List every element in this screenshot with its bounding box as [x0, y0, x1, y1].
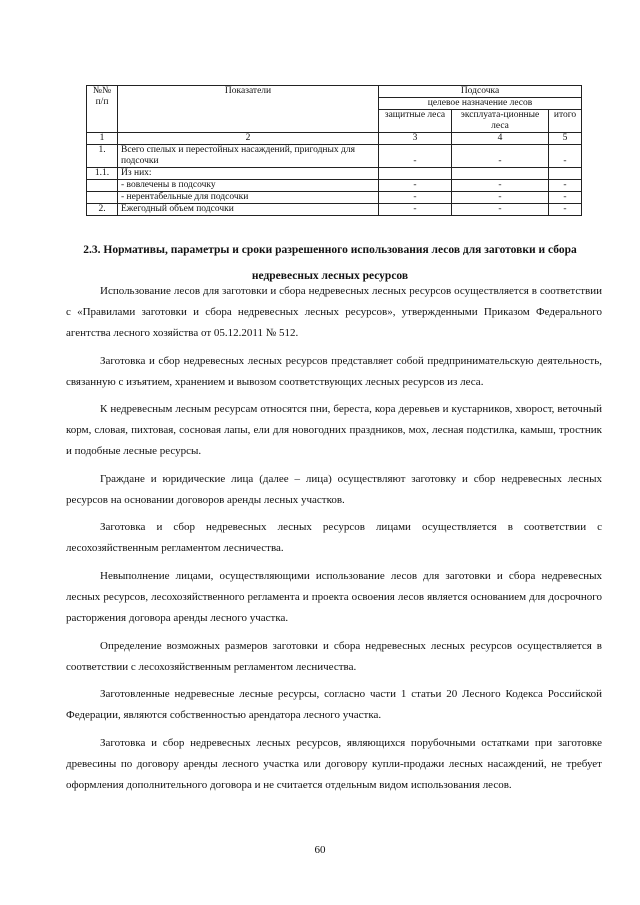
header-exploitation: эксплуата-ционные леса [452, 110, 549, 133]
row-name: Всего спелых и перестойных насаждений, пригодных для подсочки [118, 145, 379, 168]
header-total: итого [549, 110, 582, 133]
header-group: Подсочка [379, 86, 582, 98]
paragraph: Невыполнение лицами, осуществляющими использование лесов для заготовки и сбора недревесных лесных ресурсов, лесохозяйственного регламента и проекта освоения лесов является основанием для досрочного расторжения договора аренды лесного участка. [66, 569, 602, 624]
table-row [87, 192, 582, 204]
column-number: 2 [118, 133, 379, 145]
paragraph: Использование лесов для заготовки и сбора недревесных лесных ресурсов осуществляется в соответствии с «Правилами заготовки и сбора недревесных лесных ресурсов», утвержденными Приказом Федерального агентства лесного хозяйства от 05.12.2011 № 512. [66, 285, 602, 339]
row-value-exploitation: - [452, 180, 549, 192]
header-num: №№ п/п [87, 86, 118, 133]
header-indicators: Показатели [118, 86, 379, 133]
table-header-row [87, 86, 582, 98]
tapping-table [86, 85, 582, 216]
row-name: Ежегодный объем подсочки [118, 204, 379, 216]
row-name: - вовлечены в подсочку [118, 180, 379, 192]
table-row [87, 145, 582, 168]
row-name: Из них: [118, 168, 379, 180]
row-value-total: - [549, 204, 582, 216]
row-value-protective: - [379, 204, 452, 216]
row-num: 2. [87, 204, 118, 216]
row-value-exploitation: - [452, 145, 549, 168]
paragraph: Заготовка и сбор недревесных лесных ресурсов представляет собой предпринимательскую деятельность, связанную с изъятием, хранением и вывозом соответствующих лесных ресурсов из леса. [66, 354, 602, 388]
header-subgroup: целевое назначение лесов [379, 98, 582, 110]
row-value-total: - [549, 145, 582, 168]
paragraph: Заготовка и сбор недревесных лесных ресурсов, являющихся порубочными остатками при заготовке древесины по договору аренды лесного участка или договору купли-продажи лесных насаждений, не требует оформления дополнительного договора и не считается отдельным видом использования лесов. [66, 736, 602, 791]
row-num: 1.1. [87, 168, 118, 180]
header-protective: защитные леса [379, 110, 452, 133]
row-name: - нерентабельные для подсочки [118, 192, 379, 204]
column-number: 5 [549, 133, 582, 145]
page-number: 60 [314, 844, 326, 856]
row-num [87, 180, 118, 192]
column-number: 4 [452, 133, 549, 145]
paragraph: Граждане и юридические лица (далее – лица) осуществляют заготовку и сбор недревесных лесных ресурсов на основании договоров аренды лесных участков. [66, 472, 602, 506]
table-row [87, 204, 582, 216]
row-num: 1. [87, 145, 118, 168]
row-value-protective: - [379, 180, 452, 192]
column-number: 1 [87, 133, 118, 145]
row-value-exploitation: - [452, 192, 549, 204]
row-value-protective: - [379, 192, 452, 204]
paragraph: Заготовленные недревесные лесные ресурсы, согласно части 1 статьи 20 Лесного Кодекса Российской Федерации, являются собственностью арендатора лесного участка. [66, 688, 602, 722]
column-number: 3 [379, 133, 452, 145]
body-text [66, 281, 602, 802]
row-value-protective: - [379, 145, 452, 168]
row-value-protective [379, 168, 452, 180]
table-row [87, 180, 582, 192]
row-value-exploitation: - [452, 204, 549, 216]
row-value-total [549, 168, 582, 180]
table-row [87, 168, 582, 180]
row-value-total: - [549, 192, 582, 204]
row-num [87, 192, 118, 204]
column-numbers-row [87, 133, 582, 145]
section-title: 2.3. Нормативы, параметры и сроки разрешенного использования лесов для заготовки и сбора недревесных лесных ресурсов [83, 244, 577, 282]
paragraph: Заготовка и сбор недревесных лесных ресурсов лицами осуществляется в соответствии с лесохозяйственным регламентом лесничества. [66, 521, 602, 555]
row-value-exploitation [452, 168, 549, 180]
paragraph: К недревесным лесным ресурсам относятся пни, береста, кора деревьев и кустарников, хворост, веточный корм, словая, пихтовая, сосновая лапы, ели для новогодних праздников, мох, лесная подстилка, камыш, тростник и подобные лесные ресурсы. [66, 403, 602, 458]
paragraph: Определение возможных размеров заготовки и сбора недревесных лесных ресурсов осуществляется в соответствии с лесохозяйственным регламентом лесничества. [66, 639, 602, 673]
row-value-total: - [549, 180, 582, 192]
